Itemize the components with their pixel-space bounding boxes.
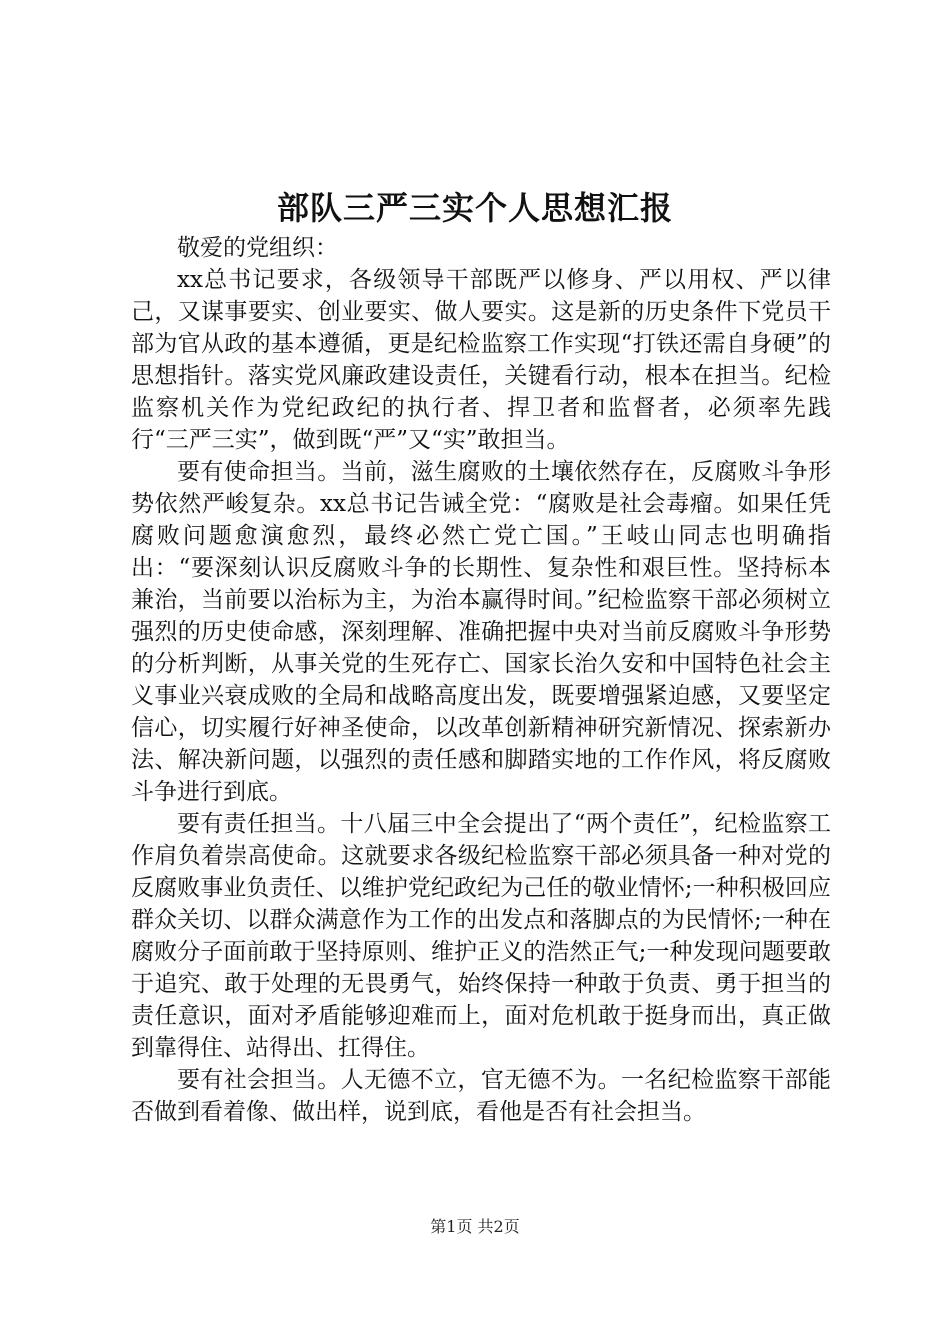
paragraph-3: 要有责任担当。十八届三中全会提出了“两个责任”，纪检监察工作肩负着崇高使命。这就要求各级纪检监察干部必须具备一种对党的反腐败事业负责任、以维护党纪政纪为己任的敬业情怀;一种积极回应群众关切、以群众满意作为工作的出发点和落脚点的为民情怀;一种在腐败分子面前敢于坚持原则、维护正义的浩然正气;一种发现问题要敢于追究、敢于处理的无畏勇气，始终保持一种敢于负责、勇于担当的责任意识，面对矛盾能够迎难而上，面对危机敢于挺身而出，真正做到靠得住、站得出、扛得住。	[131, 811, 831, 1061]
paragraph-4: 要有社会担当。人无德不立，官无德不为。一名纪检监察干部能否做到看着像、做出样，说到底，看他是否有社会担当。	[131, 1067, 831, 1125]
document-body	[131, 232, 831, 1128]
page-indicator: 第1页 共2页	[430, 1217, 520, 1236]
page-footer	[0, 1216, 950, 1238]
paragraph-1: xx总书记要求，各级领导干部既严以修身、严以用权、严以律己，又谋事要实、创业要实、做人要实。这是新的历史条件下党员干部为官从政的基本遵循，更是纪检监察工作实现“打铁还需自身硬”的思想指针。落实党风廉政建设责任，关键看行动，根本在担当。纪检监察机关作为党纪政纪的执行者、捍卫者和监督者，必须率先践行“三严三实”，做到既“严”又“实”敢担当。	[131, 267, 831, 453]
paragraph-2: 要有使命担当。当前，滋生腐败的土壤依然存在，反腐败斗争形势依然严峻复杂。xx总书记告诫全党：“腐败是社会毒瘤。如果任凭腐败问题愈演愈烈，最终必然亡党亡国。”王岐山同志也明确指出：“要深刻认识反腐败斗争的长期性、复杂性和艰巨性。坚持标本兼治，当前要以治标为主，为治本赢得时间。”纪检监察干部必须树立强烈的历史使命感，深刻理解、准确把握中央对当前反腐败斗争形势的分析判断，从事关党的生死存亡、国家长治久安和中国特色社会主义事业兴衰成败的全局和战略高度出发，既要增强紧迫感，又要坚定信心，切实履行好神圣使命，以改革创新精神研究新情况、探索新办法、解决新问题，以强烈的责任感和脚踏实地的工作作风，将反腐败斗争进行到底。	[131, 459, 831, 805]
document-title: 部队三严三实个人思想汇报	[276, 189, 673, 227]
salutation: 敬爱的党组织：	[177, 235, 338, 261]
